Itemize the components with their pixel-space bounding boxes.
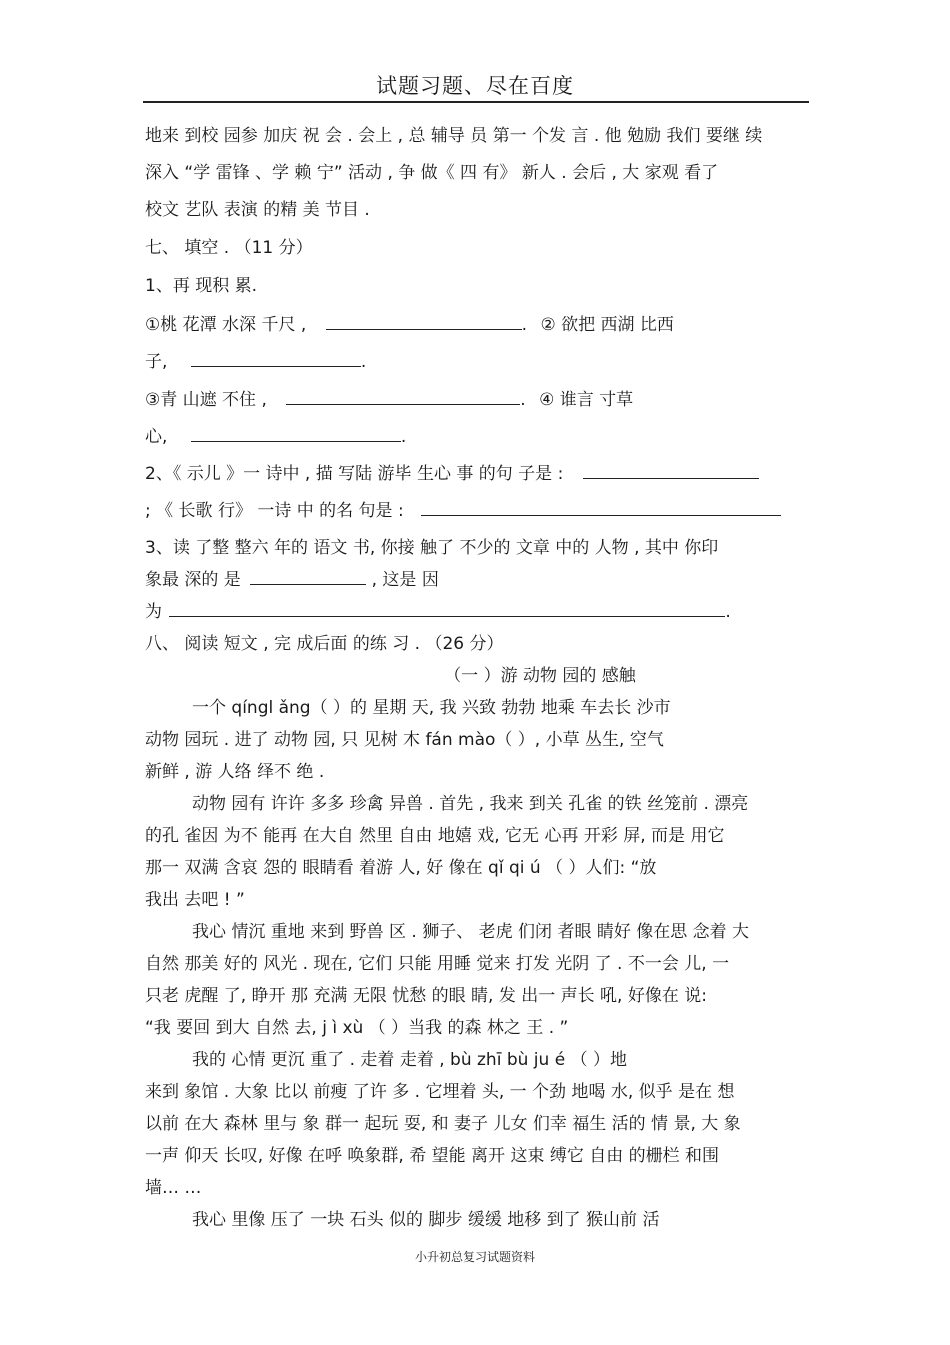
q3-line-a: 3、读 了整 整六 年的 语文 书, 你接 触了 不少的 文章 中的 人物 , 其中 你印 (145, 538, 719, 558)
paragraph-line: 只老 虎醒 了, 睁开 那 充满 无限 忧愁 的眼 睛, 发 出一 声长 吼, 好像在 说: (145, 986, 707, 1006)
reading-subtitle: （一 ）游 动物 园的 感触 (444, 666, 636, 686)
blank-end: . (520, 390, 526, 410)
q1-item-d-cont: 心, (145, 427, 168, 447)
paragraph-line: 的孔 雀因 为不 能再 在大自 然里 自由 地嬉 戏, 它无 心再 开彩 屏, 而是 用它 (145, 826, 725, 846)
paragraph-line: 新鲜 , 游 人络 绎不 绝 . (145, 762, 325, 782)
q1-title: 1、再 现积 累. (145, 276, 258, 296)
paragraph-line: 墙… … (145, 1178, 202, 1198)
section-7-heading: 七、 填空 . （11 分） (145, 238, 313, 258)
q2-line-b (145, 499, 781, 522)
paragraph-line: 一个 qíngl ǎng（ ）的 星期 天, 我 兴致 勃勃 地乘 车去长 沙市 (192, 698, 671, 718)
header-rule (143, 101, 809, 103)
answer-blank[interactable] (583, 462, 759, 479)
blank-end: . (360, 352, 367, 372)
paragraph-line: 以前 在大 森林 里与 象 群一 起玩 耍, 和 妻子 儿女 们幸 福生 活的 情 景, 大 象 (145, 1114, 741, 1134)
blank-end: . (521, 315, 528, 335)
paragraph-line: 来到 象馆 . 大象 比以 前瘦 了许 多 . 它埋着 头, 一 个劲 地喝 水, 似乎 是在 想 (145, 1082, 735, 1102)
paragraph-line: 自然 那美 好的 风光 . 现在, 它们 只能 用睡 觉来 打发 光阴 了 . 不一会 儿, 一 (145, 954, 730, 974)
paragraph-line: “我 要回 到大 自然 去, j ì xù （ ）当我 的森 林之 王 . ” (145, 1018, 569, 1038)
answer-blank[interactable] (421, 499, 781, 516)
passage-line: 深入 “学 雷锋 、学 赖 宁” 活动 , 争 做《 四 有》 新人 . 会后 , 大 家观 看了 (145, 163, 719, 183)
q1-item-c: ③青 山遮 不住 , (145, 390, 267, 410)
q1-row-a (145, 313, 674, 336)
q2-text-a: 2、《 示儿 》一 诗中 , 描 写陆 游毕 生心 事 的句 子是 : (145, 464, 564, 484)
paragraph-line: 我出 去吧 ! ” (145, 890, 245, 910)
q2-line-a (145, 462, 759, 485)
q3-text-b: 象最 深的 是 (145, 570, 241, 590)
paragraph-line: 我心 里像 压了 一块 石头 似的 脚步 缓缓 地移 到了 猴山前 活 (192, 1210, 660, 1230)
q3-text-b2: , 这是 因 (371, 570, 439, 590)
blank-end: . (725, 602, 731, 622)
paragraph-line: 我的 心情 更沉 重了 . 走着 走着 , bù zhī bù ju é （ ）地 (192, 1050, 627, 1070)
paragraph-line: 一声 仰天 长叹, 好像 在呼 唤象群, 希 望能 离开 这束 缚它 自由 的栅栏 和围 (145, 1146, 720, 1166)
page-footer: 小升初总复习试题资料 (414, 1250, 535, 1264)
q1-item-d: ④ 谁言 寸草 (539, 390, 634, 410)
section-8-heading: 八、 阅读 短文 , 完 成后面 的练 习 . （26 分） (145, 634, 504, 654)
answer-blank[interactable] (286, 388, 520, 405)
paragraph-line: 动物 园有 许许 多多 珍禽 异兽 . 首先 , 我来 到关 孔雀 的铁 丝笼前 . 漂亮 (192, 794, 749, 814)
q1-item-a: ①桃 花潭 水深 千尺 , (145, 315, 307, 335)
answer-blank[interactable] (191, 425, 401, 442)
q1-row-b (145, 350, 366, 373)
q2-text-b: ; 《 长歌 行》 一诗 中 的名 句是 : (145, 501, 404, 521)
page-header-title: 试题习题、尽在百度 (376, 74, 574, 98)
q1-row-c (145, 388, 633, 411)
paragraph-line: 那一 双满 含哀 怨的 眼睛看 着游 人, 好 像在 qǐ qi ú （ ）人们: “放 (145, 858, 657, 878)
q1-item-b-cont: 子, (145, 352, 168, 372)
q1-row-d (145, 425, 406, 448)
answer-blank[interactable] (250, 568, 366, 585)
q3-line-c (145, 600, 731, 623)
q3-text-c: 为 (145, 602, 162, 622)
answer-blank[interactable] (191, 350, 361, 367)
q3-line-b (145, 568, 439, 591)
blank-end: . (400, 427, 407, 447)
passage-line: 校文 艺队 表演 的精 美 节目 . (145, 200, 370, 220)
passage-line: 地来 到校 园参 加庆 祝 会 . 会上 , 总 辅导 员 第一 个发 言 . 他 勉励 我们 要继 续 (145, 126, 763, 146)
answer-blank[interactable] (169, 600, 725, 617)
paragraph-line: 我心 情沉 重地 来到 野兽 区 . 狮子、 老虎 们闭 者眼 睛好 像在思 念着 大 (192, 922, 750, 942)
q1-item-b: ② 欲把 西湖 比西 (540, 315, 674, 335)
answer-blank[interactable] (326, 313, 522, 330)
paragraph-line: 动物 园玩 . 进了 动物 园, 只 见树 木 fán mào（ ）, 小草 丛生, 空气 (145, 730, 664, 750)
